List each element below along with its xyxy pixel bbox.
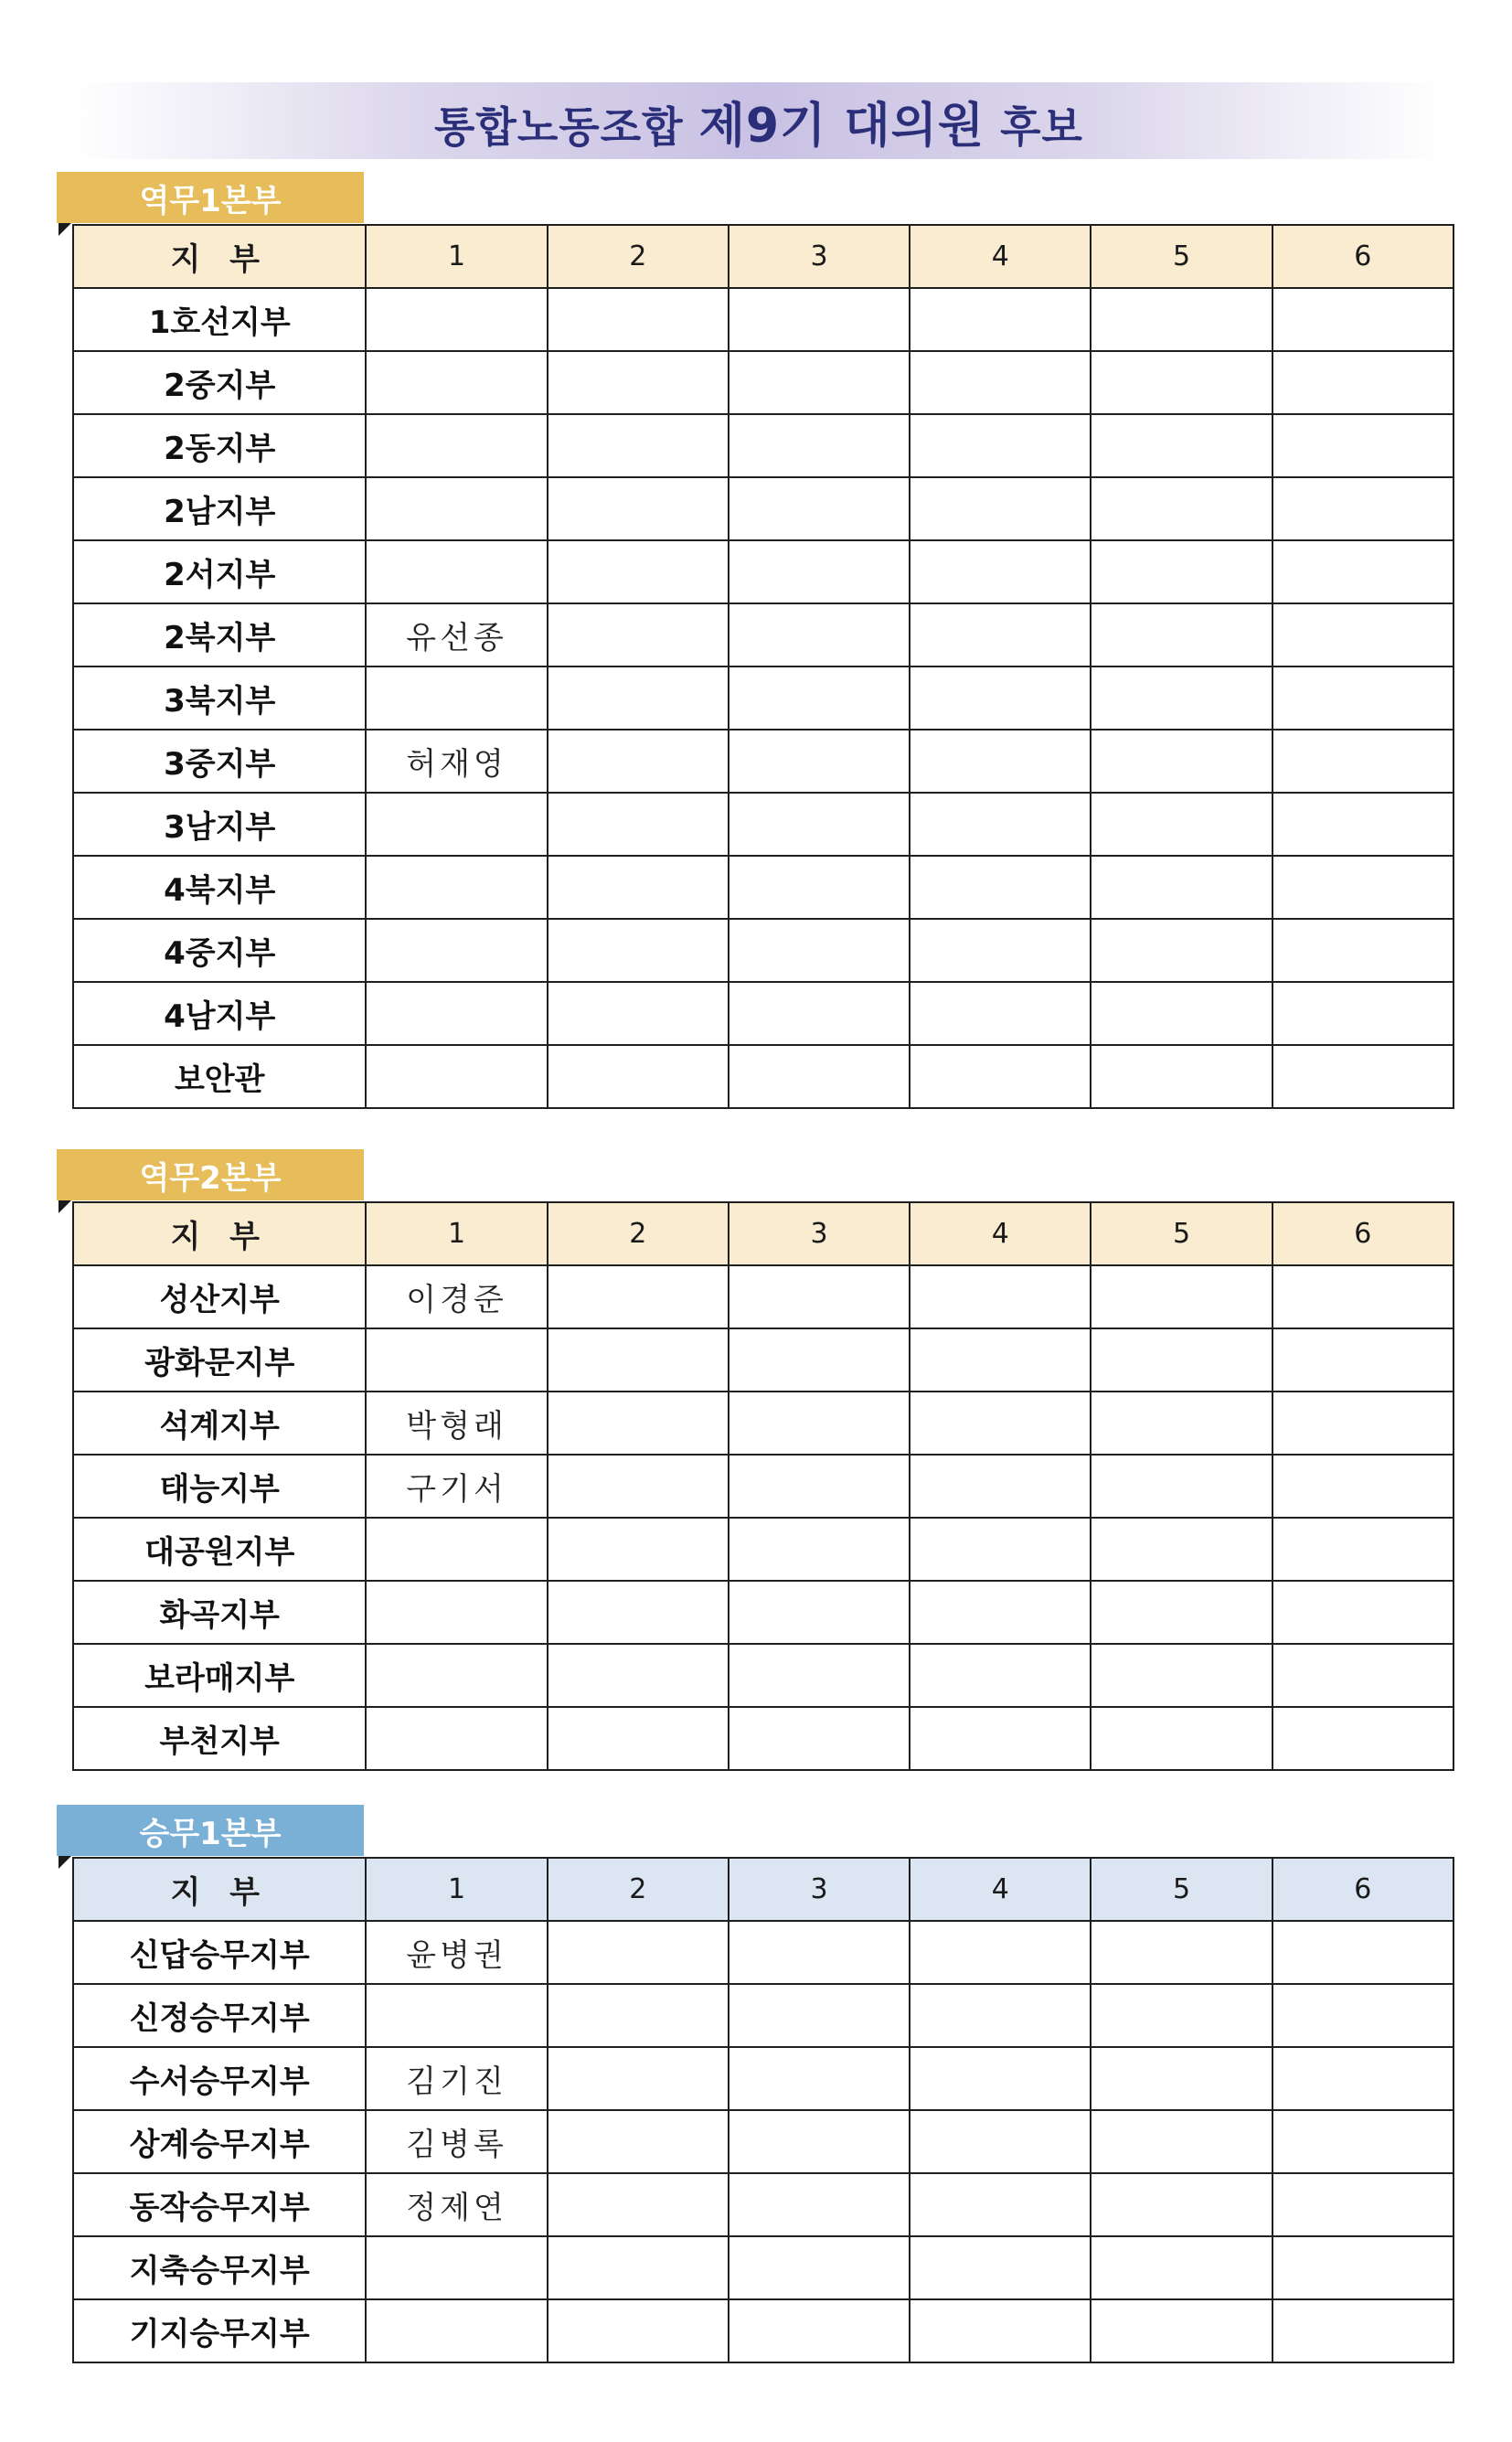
empty-cell (1272, 730, 1453, 793)
header-slot-5: 5 (1091, 1202, 1272, 1265)
candidate-cell (366, 666, 547, 730)
branch-name: 4중지부 (73, 919, 366, 982)
branch-name: 2중지부 (73, 351, 366, 414)
empty-cell (1272, 351, 1453, 414)
table-row (73, 477, 1453, 540)
header-slot-4: 4 (910, 1202, 1091, 1265)
header-slot-5: 5 (1091, 225, 1272, 288)
branch-name: 보안관 (73, 1045, 366, 1108)
candidate-cell: 허재영 (366, 730, 547, 793)
table-row (73, 730, 1453, 793)
empty-cell (548, 1265, 729, 1328)
empty-cell (1091, 982, 1272, 1045)
header-branch: 지 부 (73, 1858, 366, 1921)
branch-name: 3남지부 (73, 793, 366, 856)
empty-cell (1091, 1392, 1272, 1455)
candidate-cell (366, 1045, 547, 1108)
empty-cell (910, 1707, 1091, 1770)
table-row (73, 1984, 1453, 2047)
table-header-row (73, 1202, 1453, 1265)
empty-cell (729, 856, 910, 919)
header-slot-2: 2 (548, 1858, 729, 1921)
empty-cell (1272, 1984, 1453, 2047)
empty-cell (910, 1921, 1091, 1984)
empty-cell (729, 1707, 910, 1770)
empty-cell (729, 1045, 910, 1108)
branch-name: 4남지부 (73, 982, 366, 1045)
title-banner (73, 82, 1444, 159)
empty-cell (548, 666, 729, 730)
header-slot-3: 3 (729, 1858, 910, 1921)
empty-cell (548, 351, 729, 414)
candidate-cell (366, 793, 547, 856)
empty-cell (548, 793, 729, 856)
empty-cell (1091, 1921, 1272, 1984)
candidate-cell: 윤병권 (366, 1921, 547, 1984)
empty-cell (910, 2236, 1091, 2299)
empty-cell (1091, 1328, 1272, 1392)
empty-cell (1272, 540, 1453, 603)
empty-cell (1272, 856, 1453, 919)
header-slot-3: 3 (729, 1202, 910, 1265)
empty-cell (1091, 2236, 1272, 2299)
empty-cell (1091, 2047, 1272, 2110)
table-row (73, 288, 1453, 351)
table-row (73, 2047, 1453, 2110)
empty-cell (910, 666, 1091, 730)
empty-cell (548, 1045, 729, 1108)
empty-cell (1272, 2173, 1453, 2236)
empty-cell (910, 1518, 1091, 1581)
candidate-cell (366, 288, 547, 351)
title-part-1: 통합노동조합 (434, 101, 699, 152)
empty-cell (548, 730, 729, 793)
empty-cell (548, 1328, 729, 1392)
table-row (73, 1455, 1453, 1518)
empty-cell (1272, 1518, 1453, 1581)
candidate-cell (366, 1644, 547, 1707)
empty-cell (729, 351, 910, 414)
empty-cell (729, 2173, 910, 2236)
branch-name: 화곡지부 (73, 1581, 366, 1644)
candidate-cell (366, 1707, 547, 1770)
empty-cell (910, 1644, 1091, 1707)
empty-cell (910, 2110, 1091, 2173)
section-label: 역무2본부 (57, 1149, 364, 1200)
empty-cell (910, 793, 1091, 856)
table-row (73, 1581, 1453, 1644)
empty-cell (910, 1392, 1091, 1455)
candidate-cell: 구기서 (366, 1455, 547, 1518)
empty-cell (729, 2110, 910, 2173)
branch-name: 4북지부 (73, 856, 366, 919)
empty-cell (1091, 603, 1272, 666)
empty-cell (548, 1707, 729, 1770)
table-row (73, 540, 1453, 603)
header-slot-6: 6 (1272, 1202, 1453, 1265)
empty-cell (729, 1392, 910, 1455)
empty-cell (1091, 1455, 1272, 1518)
empty-cell (729, 2047, 910, 2110)
empty-cell (729, 1265, 910, 1328)
table-row (73, 856, 1453, 919)
empty-cell (1091, 1644, 1272, 1707)
empty-cell (548, 1984, 729, 2047)
empty-cell (548, 1644, 729, 1707)
header-slot-2: 2 (548, 225, 729, 288)
candidate-cell (366, 2236, 547, 2299)
table-row (73, 2236, 1453, 2299)
empty-cell (548, 1518, 729, 1581)
empty-cell (548, 856, 729, 919)
empty-cell (910, 1265, 1091, 1328)
empty-cell (1272, 919, 1453, 982)
empty-cell (1091, 1581, 1272, 1644)
empty-cell (729, 414, 910, 477)
branch-name: 수서승무지부 (73, 2047, 366, 2110)
candidate-cell (366, 982, 547, 1045)
empty-cell (910, 982, 1091, 1045)
candidate-cell: 유선종 (366, 603, 547, 666)
empty-cell (1091, 1707, 1272, 1770)
empty-cell (1272, 2299, 1453, 2362)
branch-name: 광화문지부 (73, 1328, 366, 1392)
candidate-cell: 김기진 (366, 2047, 547, 2110)
header-branch: 지 부 (73, 1202, 366, 1265)
table-row (73, 1392, 1453, 1455)
candidate-cell (366, 351, 547, 414)
candidate-cell (366, 2299, 547, 2362)
empty-cell (548, 919, 729, 982)
empty-cell (729, 1921, 910, 1984)
empty-cell (1272, 1921, 1453, 1984)
empty-cell (548, 603, 729, 666)
empty-cell (1272, 1392, 1453, 1455)
empty-cell (1272, 2236, 1453, 2299)
empty-cell (1091, 1265, 1272, 1328)
empty-cell (548, 2110, 729, 2173)
empty-cell (1272, 477, 1453, 540)
empty-cell (910, 730, 1091, 793)
table-row (73, 1045, 1453, 1108)
empty-cell (910, 2047, 1091, 2110)
empty-cell (1091, 2110, 1272, 2173)
branch-name: 신답승무지부 (73, 1921, 366, 1984)
table-row (73, 919, 1453, 982)
header-slot-4: 4 (910, 225, 1091, 288)
title-part-2: 제9기 대의원 (698, 98, 985, 154)
table-row (73, 603, 1453, 666)
corner-mark (59, 1856, 71, 1869)
empty-cell (1091, 1984, 1272, 2047)
empty-cell (548, 2047, 729, 2110)
empty-cell (1272, 1581, 1453, 1644)
header-branch: 지 부 (73, 225, 366, 288)
candidate-cell (366, 414, 547, 477)
empty-cell (729, 982, 910, 1045)
empty-cell (729, 603, 910, 666)
empty-cell (548, 288, 729, 351)
header-slot-4: 4 (910, 1858, 1091, 1921)
empty-cell (1091, 730, 1272, 793)
empty-cell (1091, 919, 1272, 982)
empty-cell (548, 1455, 729, 1518)
empty-cell (548, 2173, 729, 2236)
empty-cell (1091, 414, 1272, 477)
empty-cell (729, 730, 910, 793)
table-header-row (73, 1858, 1453, 1921)
empty-cell (910, 288, 1091, 351)
empty-cell (1272, 666, 1453, 730)
empty-cell (548, 1581, 729, 1644)
empty-cell (548, 982, 729, 1045)
section-label: 승무1본부 (57, 1805, 364, 1856)
empty-cell (1091, 477, 1272, 540)
empty-cell (910, 1984, 1091, 2047)
empty-cell (1272, 1644, 1453, 1707)
branch-name: 대공원지부 (73, 1518, 366, 1581)
candidate-table (72, 1201, 1454, 1771)
branch-name: 보라매지부 (73, 1644, 366, 1707)
empty-cell (1091, 666, 1272, 730)
empty-cell (910, 1045, 1091, 1108)
candidate-cell (366, 477, 547, 540)
empty-cell (548, 540, 729, 603)
empty-cell (1272, 1707, 1453, 1770)
empty-cell (910, 540, 1091, 603)
branch-name: 부천지부 (73, 1707, 366, 1770)
empty-cell (729, 1455, 910, 1518)
branch-name: 태능지부 (73, 1455, 366, 1518)
empty-cell (1091, 351, 1272, 414)
branch-name: 석계지부 (73, 1392, 366, 1455)
branch-name: 2동지부 (73, 414, 366, 477)
section-label: 역무1본부 (57, 172, 364, 223)
candidate-cell (366, 1984, 547, 2047)
empty-cell (910, 603, 1091, 666)
empty-cell (1272, 1328, 1453, 1392)
table-row (73, 1265, 1453, 1328)
candidate-cell (366, 856, 547, 919)
empty-cell (1091, 288, 1272, 351)
empty-cell (1272, 603, 1453, 666)
corner-mark (59, 1200, 71, 1213)
table-row (73, 1518, 1453, 1581)
empty-cell (1272, 793, 1453, 856)
empty-cell (1091, 793, 1272, 856)
candidate-cell: 정제연 (366, 2173, 547, 2236)
empty-cell (729, 2299, 910, 2362)
empty-cell (729, 1984, 910, 2047)
empty-cell (548, 2299, 729, 2362)
branch-name: 동작승무지부 (73, 2173, 366, 2236)
header-slot-6: 6 (1272, 1858, 1453, 1921)
empty-cell (548, 1392, 729, 1455)
table-row (73, 982, 1453, 1045)
empty-cell (729, 1644, 910, 1707)
candidate-table (72, 1857, 1454, 2363)
empty-cell (910, 351, 1091, 414)
empty-cell (910, 414, 1091, 477)
page-title (434, 87, 1083, 155)
empty-cell (1272, 1455, 1453, 1518)
header-slot-1: 1 (366, 1202, 547, 1265)
corner-mark (59, 223, 71, 236)
empty-cell (1272, 982, 1453, 1045)
empty-cell (548, 414, 729, 477)
empty-cell (729, 1518, 910, 1581)
branch-name: 1호선지부 (73, 288, 366, 351)
table-row (73, 2110, 1453, 2173)
candidate-cell: 박형래 (366, 1392, 547, 1455)
empty-cell (910, 477, 1091, 540)
empty-cell (1272, 1265, 1453, 1328)
empty-cell (1272, 2047, 1453, 2110)
candidate-cell (366, 919, 547, 982)
branch-name: 신정승무지부 (73, 1984, 366, 2047)
empty-cell (1091, 1045, 1272, 1108)
candidate-cell (366, 1328, 547, 1392)
empty-cell (548, 477, 729, 540)
empty-cell (1091, 856, 1272, 919)
candidate-cell: 김병록 (366, 2110, 547, 2173)
header-slot-1: 1 (366, 1858, 547, 1921)
empty-cell (1272, 2110, 1453, 2173)
branch-name: 성산지부 (73, 1265, 366, 1328)
branch-name: 2서지부 (73, 540, 366, 603)
candidate-table (72, 224, 1454, 1109)
empty-cell (1272, 1045, 1453, 1108)
empty-cell (1272, 288, 1453, 351)
branch-name: 2남지부 (73, 477, 366, 540)
table-row (73, 351, 1453, 414)
empty-cell (729, 1328, 910, 1392)
empty-cell (1091, 1518, 1272, 1581)
branch-name: 2북지부 (73, 603, 366, 666)
empty-cell (910, 1455, 1091, 1518)
candidate-cell (366, 1581, 547, 1644)
empty-cell (729, 288, 910, 351)
empty-cell (729, 1581, 910, 1644)
table-row (73, 2173, 1453, 2236)
table-header-row (73, 225, 1453, 288)
empty-cell (548, 2236, 729, 2299)
empty-cell (910, 856, 1091, 919)
empty-cell (910, 1328, 1091, 1392)
empty-cell (729, 919, 910, 982)
branch-name: 3북지부 (73, 666, 366, 730)
branch-name: 상계승무지부 (73, 2110, 366, 2173)
table-row (73, 1328, 1453, 1392)
empty-cell (1091, 2173, 1272, 2236)
branch-name: 기지승무지부 (73, 2299, 366, 2362)
empty-cell (1091, 2299, 1272, 2362)
empty-cell (1091, 540, 1272, 603)
branch-name: 지축승무지부 (73, 2236, 366, 2299)
empty-cell (729, 477, 910, 540)
table-row (73, 414, 1453, 477)
table-row (73, 793, 1453, 856)
table-row (73, 1707, 1453, 1770)
table-row (73, 2299, 1453, 2362)
candidate-cell: 이경준 (366, 1265, 547, 1328)
empty-cell (729, 2236, 910, 2299)
title-part-3: 후보 (985, 101, 1083, 152)
candidate-cell (366, 1518, 547, 1581)
empty-cell (910, 2299, 1091, 2362)
header-slot-6: 6 (1272, 225, 1453, 288)
branch-name: 3중지부 (73, 730, 366, 793)
empty-cell (548, 1921, 729, 1984)
table-row (73, 1921, 1453, 1984)
empty-cell (729, 793, 910, 856)
table-row (73, 1644, 1453, 1707)
empty-cell (910, 919, 1091, 982)
header-slot-1: 1 (366, 225, 547, 288)
header-slot-5: 5 (1091, 1858, 1272, 1921)
empty-cell (729, 540, 910, 603)
empty-cell (910, 2173, 1091, 2236)
header-slot-3: 3 (729, 225, 910, 288)
header-slot-2: 2 (548, 1202, 729, 1265)
candidate-cell (366, 540, 547, 603)
empty-cell (729, 666, 910, 730)
empty-cell (1272, 414, 1453, 477)
empty-cell (910, 1581, 1091, 1644)
table-row (73, 666, 1453, 730)
